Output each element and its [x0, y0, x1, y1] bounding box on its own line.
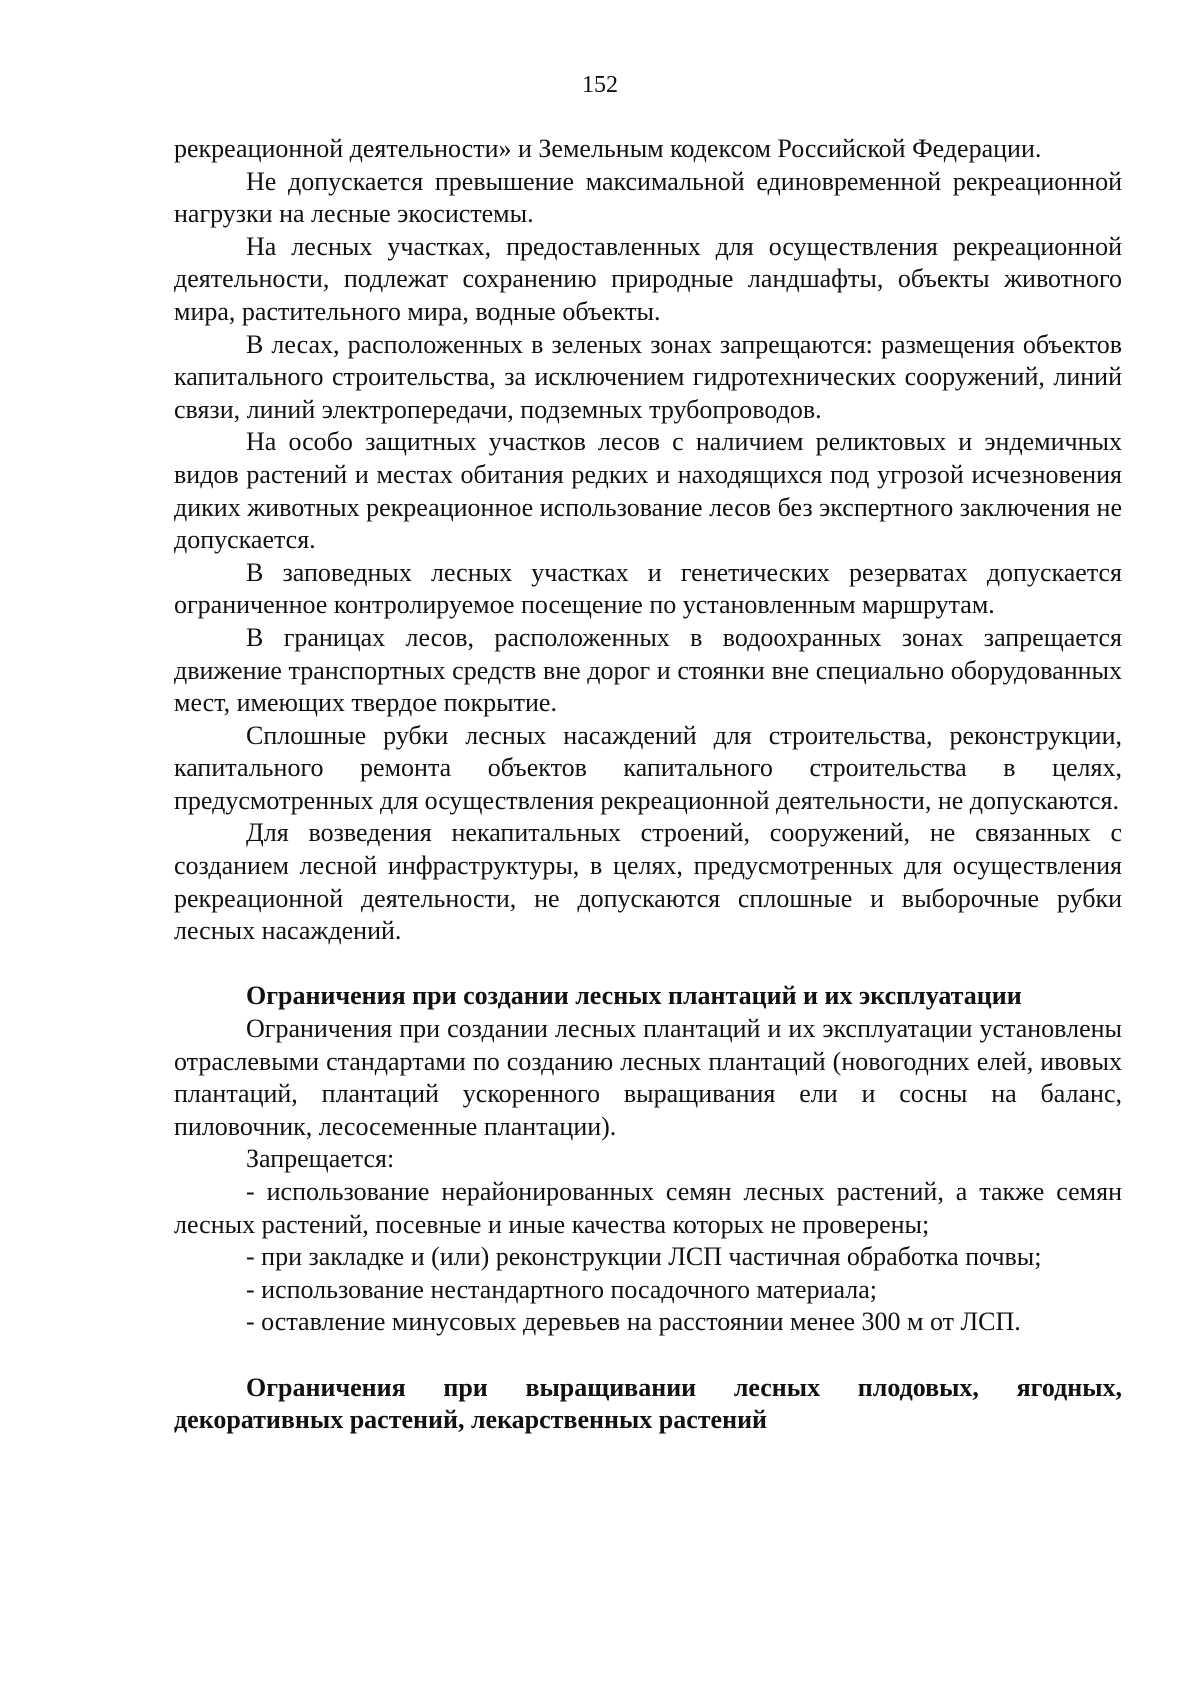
list-item: - использование нестандартного посадочного материала;: [246, 1274, 877, 1304]
section-heading-fruit-plants: Ограничения при выращивании лесных плодовых, ягодных, декоративных растений, лекарственных растений: [174, 1372, 1122, 1435]
section-gap: [174, 948, 1122, 981]
paragraph: В лесах, расположенных в зеленых зонах запрещаются: размещения объектов капитального строительства, за исключением гидротехнических сооружений, линий связи, линий электропередачи, подземных трубопроводов.: [174, 329, 1122, 424]
document-body: [174, 133, 1122, 1437]
paragraph: На особо защитных участков лесов с наличием реликтовых и эндемичных видов растений и местах обитания редких и находящихся под угрозой исчезновения диких животных рекреационное использование лесов без экспертного заключения не допускается.: [174, 427, 1122, 555]
list-item: - при закладке и (или) реконструкции ЛСП частичная обработка почвы;: [246, 1242, 1042, 1272]
paragraph: Для возведения некапитальных строений, сооружений, не связанных с созданием лесной инфраструктуры, в целях, предусмотренных для осуществления рекреационной деятельности, не допускаются сплошные и выборочные рубки лесных насаждений.: [174, 818, 1122, 946]
paragraph: рекреационной деятельности» и Земельным кодексом Российской Федерации.: [174, 134, 1042, 163]
paragraph: В границах лесов, расположенных в водоохранных зонах запрещается движение транспортных средств вне дорог и стоянки вне специально оборудованных мест, имеющих твердое покрытие.: [174, 622, 1122, 718]
list-item: - использование нерайонированных семян лесных растений, а также семян лесных растений, посевные и иные качества которых не проверены;: [174, 1177, 1122, 1239]
paragraph: Ограничения при создании лесных плантаций и их эксплуатации установлены отраслевыми стандартами по созданию лесных плантаций (новогодних елей, ивовых плантаций, плантаций ускоренного выращивания ели и сосны на баланс, пиловочник, лесосеменные плантации).: [174, 1014, 1122, 1141]
page-number: 152: [582, 72, 618, 98]
paragraph: На лесных участках, предоставленных для осуществления рекреационной деятельности, подлежат сохранению природные ландшафты, объекты животного мира, растительного мира, водные объекты.: [174, 231, 1122, 326]
paragraph: Не допускается превышение максимальной единовременной рекреационной нагрузки на лесные экосистемы.: [174, 166, 1122, 229]
list-item: - оставление минусовых деревьев на расстоянии менее 300 м от ЛСП.: [246, 1307, 1021, 1337]
paragraph: В заповедных лесных участках и генетических резерватах допускается ограниченное контролируемое посещение по установленным маршрутам.: [174, 557, 1122, 620]
section-heading-plantations: Ограничения при создании лесных плантаций и их эксплуатации: [246, 981, 1022, 1011]
section-gap: [174, 1339, 1122, 1372]
paragraph: Сплошные рубки лесных насаждений для строительства, реконструкции, капитального ремонта объектов капитального строительства в целях, предусмотренных для осуществления рекреационной деятельности, не допускаются.: [174, 720, 1122, 815]
prohibited-label: Запрещается:: [246, 1144, 395, 1174]
